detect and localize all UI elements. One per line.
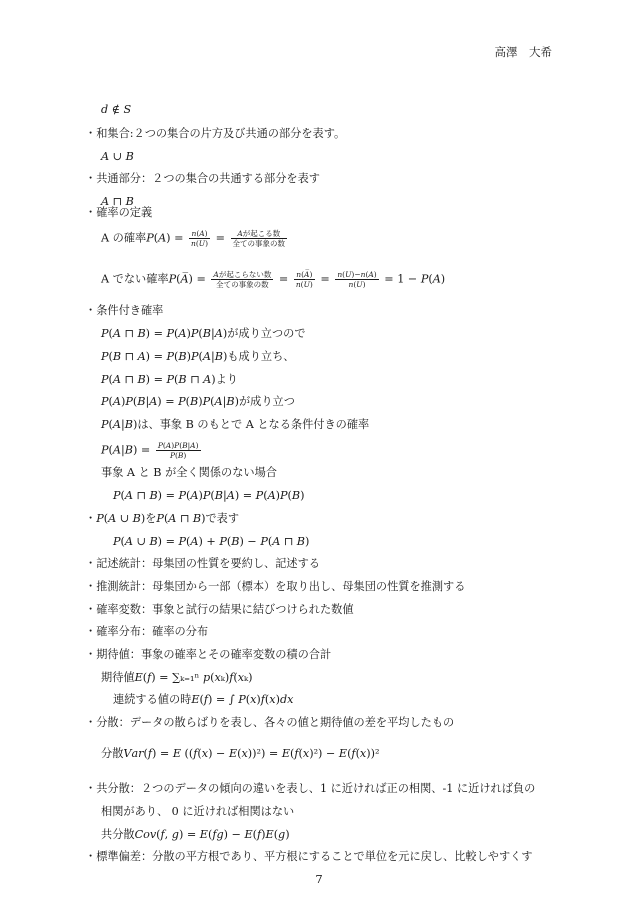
prob-a-label: A の確率𝑃(𝐴) = (101, 231, 184, 245)
fraction-complement (335, 270, 378, 289)
continuous-expected-value: 連続する値の時𝐸(𝑓) = ∫ 𝑃(𝑥)𝑓(𝑥)𝑑𝑥 (113, 693, 294, 706)
probability-of-a (101, 229, 289, 248)
variance-definition: ・分散：データの散らばりを表し、各々の値と期待値の差を平均したもの (85, 716, 455, 729)
fraction-words (211, 270, 273, 289)
intersection-formula: 𝐴 ⊓ 𝐵 (101, 195, 134, 208)
probability-heading: ・確率の定義 (85, 206, 153, 219)
fraction-denominator: 𝑃(𝐵) (169, 451, 187, 460)
covariance-definition-cont: 相関があり、 0 に近ければ相関はない (101, 805, 295, 818)
union-definition: ・和集合:２つの集合の片方及び共通の部分を表す。 (85, 127, 346, 140)
conditional-line-1: 𝑃(𝐴 ⊓ 𝐵) = 𝑃(𝐴)𝑃(𝐵|𝐴)が成り立つので (101, 327, 306, 340)
expected-value-formula: 期待値𝐸(𝑓) = ∑ₖ₌₁ⁿ 𝑝(𝑥ₖ)𝑓(𝑥ₖ) (101, 671, 253, 684)
fraction-numerator: 𝑛(𝐴̅) (294, 270, 315, 280)
expected-value-definition: ・期待値：事象の確率とその確率変数の積の合計 (85, 648, 332, 661)
not-element-formula: 𝑑 ∉ 𝑆 (101, 103, 132, 116)
bayes-label: 𝑃(𝐴|𝐵) = (101, 443, 151, 457)
conditional-line-5: 𝑃(𝐴|𝐵)は、事象 B のもとで A となる条件付きの確率 (101, 418, 370, 431)
fraction-numerator: 𝐴が起こらない数 (213, 270, 272, 279)
equals-sign: = (215, 231, 225, 245)
independent-formula: 𝑃(𝐴 ⊓ 𝐵) = 𝑃(𝐴)𝑃(𝐵|𝐴) = 𝑃(𝐴)𝑃(𝐵) (113, 489, 305, 502)
covariance-definition: ・共分散：２つのデータの傾向の違いを表し、1 に近ければ正の相関、-1 に近ければ負の (85, 782, 536, 795)
equals-sign: = (320, 272, 330, 286)
conditional-line-3: 𝑃(𝐴 ⊓ 𝐵) = 𝑃(𝐵 ⊓ 𝐴)より (101, 373, 238, 386)
fraction-numerator: 𝑛(𝐴) (189, 229, 210, 239)
independent-heading: 事象 A と B が全く関係のない場合 (101, 466, 277, 479)
equals-sign: = (278, 272, 289, 286)
descriptive-statistics: ・記述統計：母集団の性質を要約し、記述する (85, 557, 320, 570)
prob-not-a-label: A でない確率𝑃(𝐴̅) = (101, 272, 206, 286)
inferential-statistics: ・推測統計：母集団から一部（標本）を取り出し、母集団の性質を推測する (85, 580, 466, 593)
fraction-denominator: 全ての事象の数 (216, 280, 269, 289)
union-formula: 𝐴 ∪ 𝐵 (101, 150, 134, 163)
fraction-nabar-nu (294, 270, 315, 289)
conditional-line-2: 𝑃(𝐵 ⊓ 𝐴) = 𝑃(𝐵)𝑃(𝐴|𝐵)も成り立ち、 (101, 350, 295, 363)
fraction-numerator: 𝐴が起こる数 (231, 229, 288, 239)
standard-deviation-definition: ・標準偏差：分散の平方根であり、平方根にすることで単位を元に戻し、比較しやすくす (85, 850, 533, 863)
probability-of-not-a (101, 270, 445, 289)
fraction-na-nu (189, 229, 210, 248)
fraction-numerator: 𝑃(𝐴)𝑃(𝐵|𝐴) (157, 441, 199, 450)
fraction-numerator: 𝑛(𝑈)−𝑛(𝐴) (337, 270, 377, 279)
conditional-heading: ・条件付き確率 (85, 304, 164, 317)
fraction-bayes (156, 441, 201, 460)
variance-formula: 分散𝑉𝑎𝑟(𝑓) = 𝐸 ((𝑓(𝑥) − 𝐸(𝑥))²) = 𝐸(𝑓(𝑥)²) − 𝐸(𝑓(𝑥))² (101, 747, 380, 760)
fraction-denominator: 𝑛(𝑈) (191, 239, 209, 248)
intersection-definition: ・共通部分：２つの集合の共通する部分を表す (85, 172, 320, 185)
probability-distribution: ・確率分布：確率の分布 (85, 625, 209, 638)
author-header: 高澤 大希 (494, 45, 552, 59)
page-number: 7 (315, 872, 323, 886)
complement-result: = 1 − 𝑃(𝐴) (384, 272, 446, 286)
random-variable: ・確率変数：事象と試行の結果に結びつけられた数値 (85, 603, 354, 616)
fraction-denominator: 𝑛(𝑈) (295, 280, 313, 289)
covariance-formula: 共分散𝐶𝑜𝑣(𝑓, 𝑔) = 𝐸(𝑓𝑔) − 𝐸(𝑓)𝐸(𝑔) (101, 828, 290, 841)
fraction-words (231, 229, 288, 248)
fraction-denominator: 𝑛(𝑈) (348, 280, 366, 289)
bayes-formula (101, 441, 203, 460)
union-prob-heading: ・𝑃(𝐴 ∪ 𝐵)を𝑃(𝐴 ⊓ 𝐵)で表す (85, 512, 240, 525)
conditional-line-4: 𝑃(𝐴)𝑃(𝐵|𝐴) = 𝑃(𝐵)𝑃(𝐴|𝐵)が成り立つ (101, 395, 295, 408)
union-prob-formula: 𝑃(𝐴 ∪ 𝐵) = 𝑃(𝐴) + 𝑃(𝐵) − 𝑃(𝐴 ⊓ 𝐵) (113, 535, 310, 548)
fraction-denominator: 全ての事象の数 (232, 239, 286, 248)
